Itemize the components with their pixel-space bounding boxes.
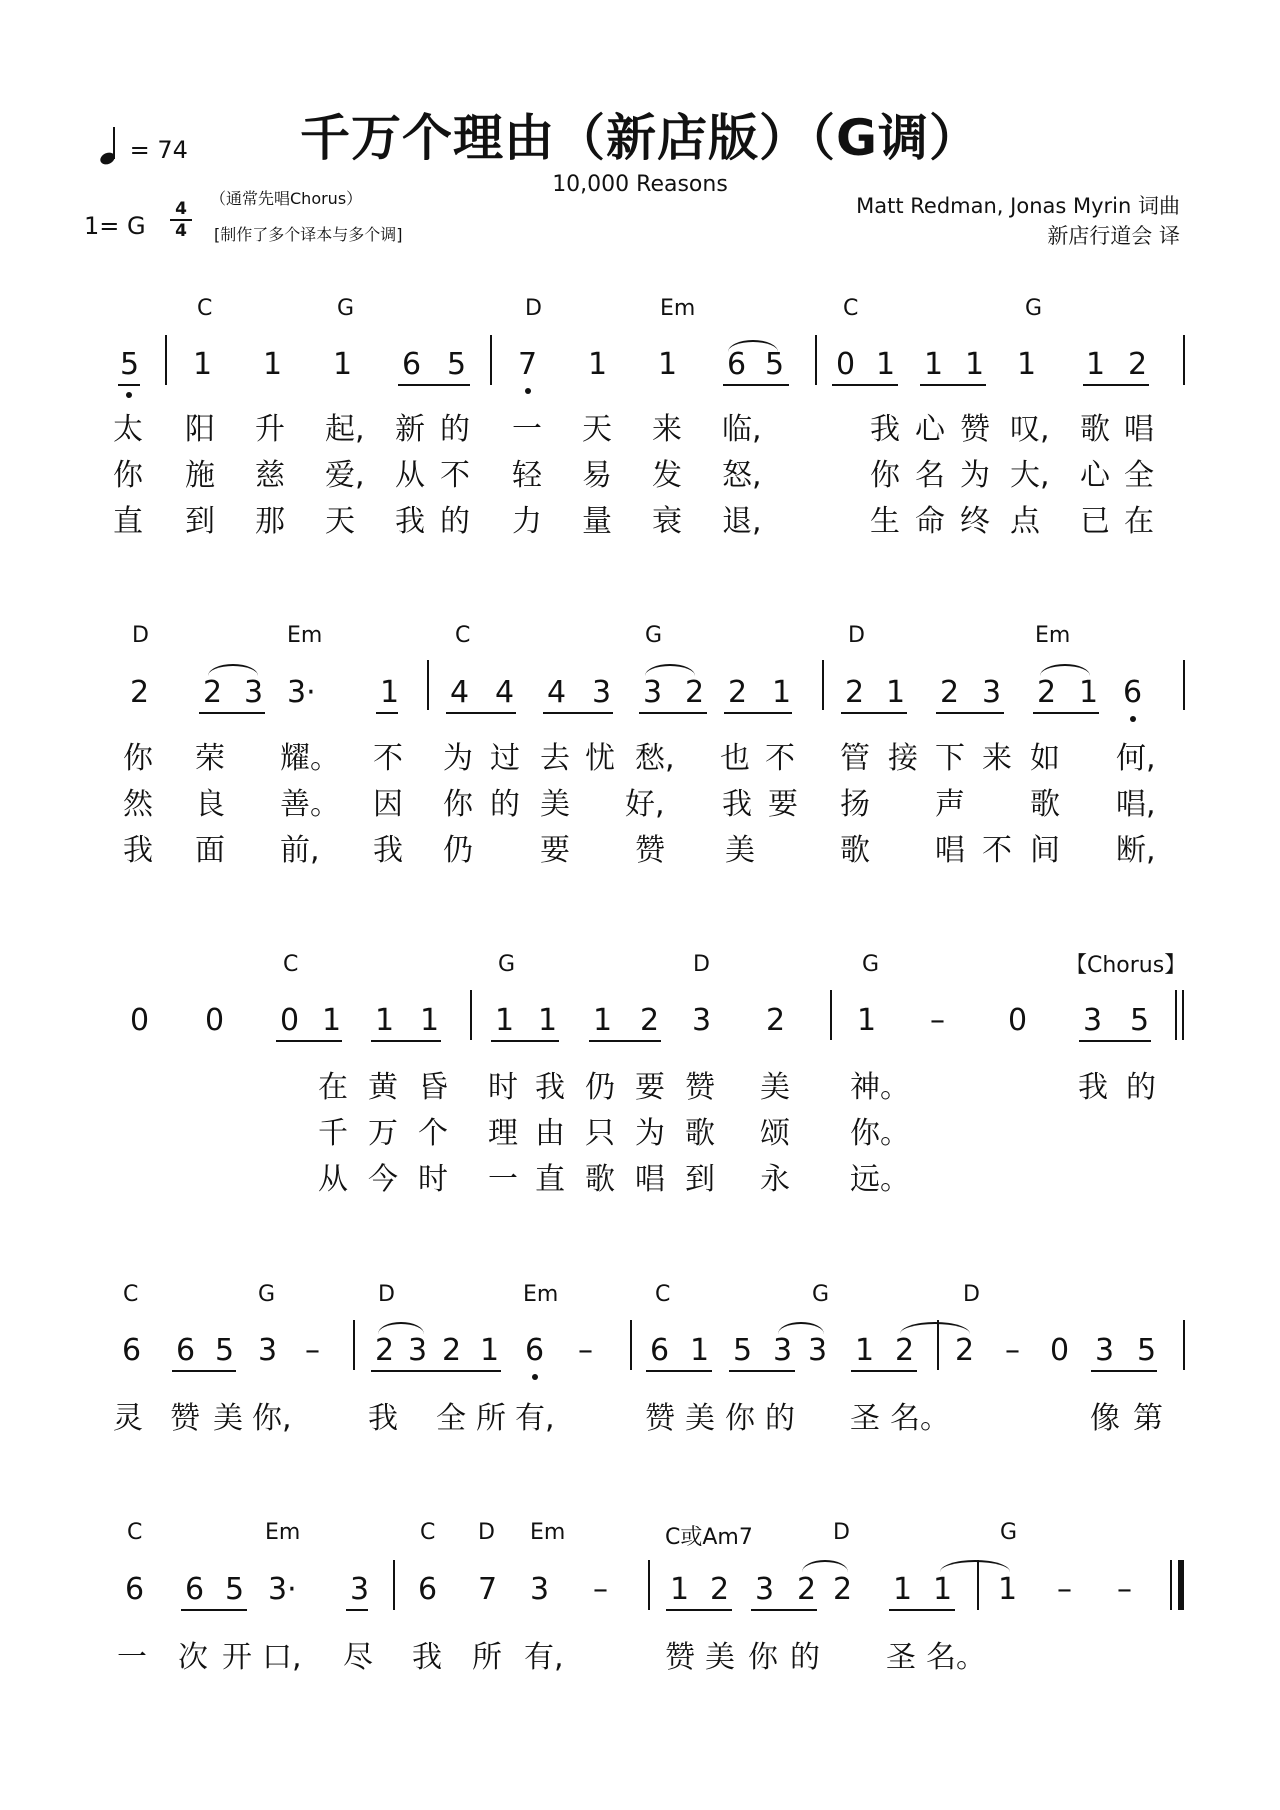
lyric: 起,	[325, 412, 365, 447]
chord: Em	[265, 1520, 301, 1545]
lyric: 美	[760, 1070, 790, 1105]
lyric: 你	[113, 458, 143, 493]
chord: G	[1000, 1520, 1018, 1545]
note: 1	[772, 675, 792, 710]
lyric: 唱	[635, 1162, 665, 1197]
chord: C	[123, 1282, 139, 1307]
lyric: 我	[373, 833, 403, 868]
note: 3	[592, 675, 612, 710]
lyric: 美	[685, 1401, 715, 1436]
lyric: 我	[395, 504, 425, 539]
note: 2	[710, 1572, 730, 1607]
lyric: 天	[582, 412, 612, 447]
note: 2	[766, 1003, 786, 1038]
time-signature	[170, 200, 192, 240]
note: 6	[727, 347, 747, 382]
chord: C	[420, 1520, 436, 1545]
note: 5	[765, 347, 785, 382]
lyric: 歌	[685, 1116, 715, 1151]
note: 1	[670, 1572, 690, 1607]
lyric: 要	[635, 1070, 665, 1105]
lyric: 的	[490, 787, 520, 822]
chord: C	[197, 296, 213, 321]
lyric: 如	[1030, 741, 1060, 776]
lyric: 不	[765, 741, 795, 776]
note: 1	[933, 1572, 953, 1607]
lyric: 扬	[840, 787, 870, 822]
lyric: 我	[1078, 1070, 1108, 1105]
lyric: 那	[255, 504, 285, 539]
chord: Em	[660, 296, 696, 321]
note: 2	[375, 1333, 395, 1368]
note: 1	[480, 1333, 500, 1368]
lyric: 临,	[722, 412, 762, 447]
note: 0	[836, 347, 856, 382]
lyric: 轻	[512, 458, 542, 493]
lyric: 到	[185, 504, 215, 539]
chord: G	[1025, 296, 1043, 321]
note: 3·	[268, 1572, 297, 1607]
note: 1	[876, 347, 896, 382]
chord: C	[283, 952, 299, 977]
lyric: 心	[915, 412, 945, 447]
lyric: 因	[373, 787, 403, 822]
note: 1	[593, 1003, 613, 1038]
lyric: 叹,	[1010, 412, 1050, 447]
lyric: 断,	[1116, 833, 1156, 868]
note: –	[930, 1003, 945, 1038]
lyric: 不	[982, 833, 1012, 868]
note: 1	[855, 1333, 875, 1368]
chord: C	[455, 623, 471, 648]
note: 1	[1017, 347, 1037, 382]
note: 2	[955, 1333, 975, 1368]
note: 6	[418, 1572, 438, 1607]
lyric: 我	[123, 833, 153, 868]
lyric: 何,	[1116, 741, 1156, 776]
chord: Em	[287, 623, 323, 648]
tempo-value: = 74	[129, 136, 188, 164]
lyric: 衰	[652, 504, 682, 539]
note: 3	[1083, 1003, 1103, 1038]
lyric: 不	[373, 741, 403, 776]
chord: G	[812, 1282, 830, 1307]
note: 3	[982, 675, 1002, 710]
lyric: 的	[790, 1640, 820, 1675]
chord: G	[258, 1282, 276, 1307]
note: 2	[895, 1333, 915, 1368]
note: 2	[797, 1572, 817, 1607]
lyric: 灵	[113, 1401, 143, 1436]
note: 1	[690, 1333, 710, 1368]
lyric: 声	[935, 787, 965, 822]
note: 1	[333, 347, 353, 382]
chord: D	[693, 952, 710, 977]
lyric: 施	[185, 458, 215, 493]
lyric: 你	[725, 1401, 755, 1436]
lyric: 为	[635, 1116, 665, 1151]
lyric: 的	[765, 1401, 795, 1436]
lyric: 千	[318, 1116, 348, 1151]
note: –	[1005, 1333, 1020, 1368]
lyric: 有,	[524, 1640, 564, 1675]
lyric: 次	[178, 1640, 208, 1675]
lyric: 的	[440, 504, 470, 539]
lyric: 力	[512, 504, 542, 539]
lyric: 良	[195, 787, 225, 822]
lyric: 所	[472, 1640, 502, 1675]
lyric: 来	[652, 412, 682, 447]
note: 5	[1137, 1333, 1157, 1368]
lyric: 唱	[935, 833, 965, 868]
lyric: 赞	[685, 1070, 715, 1105]
note: 2	[1037, 675, 1057, 710]
lyric: 昏	[418, 1070, 448, 1105]
note: 3	[1095, 1333, 1115, 1368]
lyric: 的	[440, 412, 470, 447]
lyric: 要	[540, 833, 570, 868]
lyric: 你	[748, 1640, 778, 1675]
note: 1	[375, 1003, 395, 1038]
note: 3	[244, 675, 264, 710]
lyric: 为	[443, 741, 473, 776]
lyric: 在	[318, 1070, 348, 1105]
chorus-label: 【Chorus】	[1065, 953, 1187, 978]
lyric: 管	[840, 741, 870, 776]
note: 3	[258, 1333, 278, 1368]
note: 4	[547, 675, 567, 710]
lyric: 第	[1133, 1401, 1163, 1436]
lyric: 开	[222, 1640, 252, 1675]
lyric: 个	[418, 1116, 448, 1151]
chord: D	[848, 623, 865, 648]
lyric: 像	[1090, 1401, 1120, 1436]
note: 6	[650, 1333, 670, 1368]
note: 1	[998, 1572, 1018, 1607]
lyric: 升	[255, 412, 285, 447]
lyric: 你,	[252, 1401, 292, 1436]
note: 3	[755, 1572, 775, 1607]
note: 2	[728, 675, 748, 710]
lyric: 命	[915, 504, 945, 539]
tempo-marking	[100, 124, 188, 164]
lyric: 不	[440, 458, 470, 493]
note: 1	[420, 1003, 440, 1038]
lyric: 时	[418, 1162, 448, 1197]
note: 2	[203, 675, 223, 710]
note: 2	[940, 675, 960, 710]
lyric: 今	[368, 1162, 398, 1197]
note-versions: [制作了多个译本与多个调]	[214, 225, 403, 244]
lyric: 美	[540, 787, 570, 822]
note-chorus-first: （通常先唱Chorus）	[210, 189, 363, 208]
lyric: 心	[1080, 458, 1110, 493]
lyric: 黄	[368, 1070, 398, 1105]
chord: Em	[523, 1282, 559, 1307]
chord: C	[655, 1282, 671, 1307]
lyric: 我	[535, 1070, 565, 1105]
lyric: 赞	[960, 412, 990, 447]
lyric: 愁,	[635, 741, 675, 776]
note: 1	[380, 675, 400, 710]
lyric: 去	[540, 741, 570, 776]
lyric: 赞	[665, 1640, 695, 1675]
lyric: 名。	[890, 1401, 950, 1436]
lyric: 来	[982, 741, 1012, 776]
lyric: 然	[123, 787, 153, 822]
lyric: 已	[1080, 504, 1110, 539]
lyric: 天	[325, 504, 355, 539]
lyric: 我	[412, 1640, 442, 1675]
note: –	[305, 1333, 320, 1368]
lyric: 一	[512, 412, 542, 447]
lyric: 间	[1030, 833, 1060, 868]
chord: D	[525, 296, 542, 321]
lyric: 慈	[255, 458, 285, 493]
lyric: 你	[123, 741, 153, 776]
lyric: 有,	[515, 1401, 555, 1436]
note: 2	[1128, 347, 1148, 382]
lyric: 歌	[1080, 412, 1110, 447]
lyric: 所	[476, 1401, 506, 1436]
chord: C	[127, 1520, 143, 1545]
note: 5	[1130, 1003, 1150, 1038]
note: 3	[350, 1572, 370, 1607]
lyric: 怒,	[722, 458, 762, 493]
chord: G	[645, 623, 663, 648]
lyric: 易	[582, 458, 612, 493]
lyric: 耀。	[280, 741, 340, 776]
lyric: 你。	[850, 1116, 910, 1151]
note: 1	[1086, 347, 1106, 382]
lyric: 颂	[760, 1116, 790, 1151]
note: 0	[205, 1003, 225, 1038]
lyric: 终	[960, 504, 990, 539]
chord: G	[498, 952, 516, 977]
note: 6	[176, 1333, 196, 1368]
lyric: 美	[725, 833, 755, 868]
lyric: 赞	[645, 1401, 675, 1436]
lyric: 好,	[625, 787, 665, 822]
note: 1	[588, 347, 608, 382]
credit-music: Matt Redman, Jonas Myrin 词曲	[856, 194, 1180, 218]
note: 2	[640, 1003, 660, 1038]
lyric: 歌	[1030, 787, 1060, 822]
lyric: 量	[582, 504, 612, 539]
lyric: 发	[652, 458, 682, 493]
note: 2	[442, 1333, 462, 1368]
note: 2	[130, 675, 150, 710]
note: –	[1117, 1572, 1132, 1607]
lyric: 赞	[170, 1401, 200, 1436]
lyric: 为	[960, 458, 990, 493]
chord: D	[132, 623, 149, 648]
chord: C或Am7	[665, 1525, 753, 1550]
note: 6	[125, 1572, 145, 1607]
lyric: 从	[395, 458, 425, 493]
lyric: 口,	[262, 1640, 302, 1675]
lyric: 新	[395, 412, 425, 447]
note: 6	[1123, 675, 1143, 710]
time-bottom: 4	[175, 221, 187, 241]
lyric: 理	[488, 1116, 518, 1151]
lyric: 也	[720, 741, 750, 776]
note: 3	[692, 1003, 712, 1038]
lyric: 赞	[635, 833, 665, 868]
lyric: 前,	[280, 833, 320, 868]
song-title: 千万个理由（新店版）（G调）	[299, 109, 981, 167]
key-signature: 1= G	[84, 212, 146, 240]
note: 4	[450, 675, 470, 710]
lyric: 唱,	[1116, 787, 1156, 822]
lyric: 从	[318, 1162, 348, 1197]
note: –	[593, 1572, 608, 1607]
lyric: 直	[113, 504, 143, 539]
song-subtitle: 10,000 Reasons	[552, 172, 728, 197]
lyric: 太	[113, 412, 143, 447]
note: 6	[122, 1333, 142, 1368]
quarter-note-icon	[100, 124, 122, 164]
note: 1	[1079, 675, 1099, 710]
note: 5	[215, 1333, 235, 1368]
lyric: 圣	[850, 1401, 880, 1436]
lyric: 要	[768, 787, 798, 822]
lyric: 圣	[886, 1640, 916, 1675]
note: 6	[402, 347, 422, 382]
lyric: 一	[488, 1162, 518, 1197]
lyric: 万	[368, 1116, 398, 1151]
lyric: 你	[870, 458, 900, 493]
note: 3	[643, 675, 663, 710]
chord: Em	[1035, 623, 1071, 648]
chord: D	[478, 1520, 495, 1545]
lyric: 我	[870, 412, 900, 447]
lyric: 名。	[926, 1640, 986, 1675]
note: 1	[658, 347, 678, 382]
lyric: 点	[1010, 504, 1040, 539]
note: 7	[478, 1572, 498, 1607]
lyric: 尽	[343, 1640, 373, 1675]
chord: G	[862, 952, 880, 977]
lyric: 美	[213, 1401, 243, 1436]
lyric: 仍	[585, 1070, 615, 1105]
note: 5	[120, 347, 140, 382]
lyric: 唱	[1124, 412, 1154, 447]
lyric: 善。	[280, 787, 340, 822]
lyric: 面	[195, 833, 225, 868]
lyric: 爱,	[325, 458, 365, 493]
lyric: 歌	[585, 1162, 615, 1197]
note: 6	[185, 1572, 205, 1607]
lyric: 在	[1124, 504, 1154, 539]
note: 1	[538, 1003, 558, 1038]
lyric: 神。	[850, 1070, 910, 1105]
lyric: 直	[535, 1162, 565, 1197]
note: 0	[280, 1003, 300, 1038]
time-top: 4	[175, 199, 187, 219]
note: 0	[130, 1003, 150, 1038]
note: –	[1057, 1572, 1072, 1607]
note: 1	[893, 1572, 913, 1607]
note: 1	[857, 1003, 877, 1038]
chord: C	[843, 296, 859, 321]
lyric: 只	[585, 1116, 615, 1151]
lyric: 我	[722, 787, 752, 822]
note: 0	[1008, 1003, 1028, 1038]
note: 6	[525, 1333, 545, 1368]
note: 3	[408, 1333, 428, 1368]
note: 2	[685, 675, 705, 710]
lyric: 过	[490, 741, 520, 776]
lyric: 时	[488, 1070, 518, 1105]
lyric: 我	[368, 1401, 398, 1436]
note: 1	[263, 347, 283, 382]
chord: G	[337, 296, 355, 321]
note: 5	[225, 1572, 245, 1607]
note: 5	[447, 347, 467, 382]
chord: D	[963, 1282, 980, 1307]
lyric: 远。	[850, 1162, 910, 1197]
note: 2	[833, 1572, 853, 1607]
lyric: 接	[888, 741, 918, 776]
lyric: 仍	[443, 833, 473, 868]
chord: D	[833, 1520, 850, 1545]
note: 1	[322, 1003, 342, 1038]
note: 3	[530, 1572, 550, 1607]
note: 4	[495, 675, 515, 710]
lyric: 全	[1124, 458, 1154, 493]
note: 2	[845, 675, 865, 710]
chord: D	[378, 1282, 395, 1307]
lyric: 歌	[840, 833, 870, 868]
lyric: 由	[535, 1116, 565, 1151]
lyric: 下	[935, 741, 965, 776]
chord: Em	[530, 1520, 566, 1545]
note: 1	[924, 347, 944, 382]
credit-translate: 新店行道会 译	[1047, 224, 1180, 248]
lyric: 全	[436, 1401, 466, 1436]
note: 0	[1050, 1333, 1070, 1368]
lyric: 的	[1126, 1070, 1156, 1105]
note: 3	[808, 1333, 828, 1368]
lyric: 荣	[195, 741, 225, 776]
lyric: 生	[870, 504, 900, 539]
note: 5	[733, 1333, 753, 1368]
lyric: 永	[760, 1162, 790, 1197]
note: 3·	[287, 675, 316, 710]
lyric: 阳	[185, 412, 215, 447]
lyric: 退,	[722, 504, 762, 539]
lyric: 大,	[1010, 458, 1050, 493]
note: 1	[193, 347, 213, 382]
note: 1	[495, 1003, 515, 1038]
note: 7	[518, 347, 538, 382]
note: 3	[773, 1333, 793, 1368]
note: –	[578, 1333, 593, 1368]
lyric: 一	[117, 1640, 147, 1675]
note: 1	[965, 347, 985, 382]
lyric: 忧	[585, 741, 615, 776]
lyric: 美	[705, 1640, 735, 1675]
note: 1	[886, 675, 906, 710]
lyric: 你	[443, 787, 473, 822]
lyric: 名	[915, 458, 945, 493]
lyric: 到	[685, 1162, 715, 1197]
